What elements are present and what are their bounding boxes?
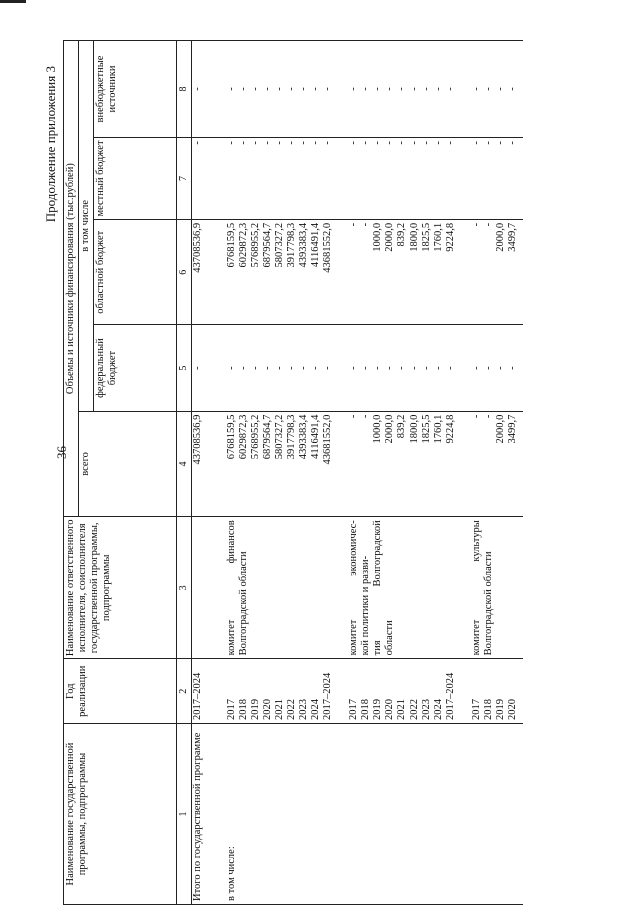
header-local: местный бюджет: [94, 138, 177, 220]
section-local-values: - - - -: [471, 138, 523, 220]
section-regional-values: - - 1000,0 2000,0 839,2 1800,0 1825,5 1760,1 9224,8: [348, 219, 457, 325]
spacer-row: [334, 41, 348, 905]
section-label: [471, 724, 523, 905]
section-years: 2017 2018 2019 2020: [471, 659, 523, 724]
section-executor: комитет культуры Волгоградской области: [471, 517, 523, 659]
section-extra-values: - - - - - - - - -: [348, 41, 457, 138]
header-federal: федеральный бюджет: [94, 325, 177, 411]
total-row: [191, 41, 212, 905]
section-total-values: - - 1000,0 2000,0 839,2 1800,0 1825,5 1760,1 9224,8: [348, 411, 457, 517]
section-executor: комитет экономичес- кой политики и разви- тия Волгоградской области: [348, 517, 457, 659]
section-extra-values: - - - - - - - - -: [226, 41, 335, 138]
header-of-which: в том числе: [79, 41, 94, 412]
column-number: 3: [177, 517, 192, 659]
section-regional-values: - - 2000,0 3499,7: [471, 219, 523, 325]
column-number: 1: [177, 724, 192, 905]
section-row-finance-committee: [226, 41, 335, 905]
total-year: 2017–2024: [191, 659, 212, 724]
section-federal-values: - - - -: [471, 325, 523, 411]
spacer-row: [457, 41, 471, 905]
section-local-values: - - - - - - - - -: [226, 138, 335, 220]
section-row-economic-committee: [348, 41, 457, 905]
column-number: 7: [177, 138, 192, 220]
column-number: 5: [177, 325, 192, 411]
funding-table: [63, 40, 523, 905]
table-header: [64, 41, 192, 905]
column-number: 8: [177, 41, 192, 138]
section-local-values: - - - - - - - - -: [348, 138, 457, 220]
section-extra-values: - - - -: [471, 41, 523, 138]
header-executor: Наименование ответственного исполнителя, соисполнителя государственной программы, подпрограммы: [64, 517, 177, 659]
section-years: 2017 2018 2019 2020 2021 2022 2023 2024 2017–2024: [226, 659, 335, 724]
header-regional: областной бюджет: [94, 219, 177, 325]
total-regional: 43708536,9: [191, 219, 212, 325]
section-federal-values: - - - - - - - - -: [226, 325, 335, 411]
section-label: [348, 724, 457, 905]
column-number: 6: [177, 219, 192, 325]
section-total-values: 6768159,5 6029872,3 5768955,2 6879564,7 5807327,2 3917798,3 4393383,4 4116491,4 43681552,0: [226, 411, 335, 517]
spacer-row: [212, 41, 226, 905]
section-executor: комитет финансов Волгоградской области: [226, 517, 335, 659]
header-year: Год реализации: [64, 659, 177, 724]
header-program-name: Наименование государственной программы, подпрограммы: [64, 724, 177, 905]
appendix-title: Продолжение приложения 3: [43, 66, 58, 223]
total-sum: 43708536,9: [191, 411, 212, 517]
header-funding-group: Объемы и источники финансирования (тыс.рублей): [64, 41, 79, 517]
total-executor: [191, 517, 212, 659]
section-total-values: - - 2000,0 3499,7: [471, 411, 523, 517]
section-regional-values: 6768159,5 6029872,3 5768955,2 6879564,7 5807327,2 3917798,3 4393383,4 4116491,4 43681552,0: [226, 219, 335, 325]
section-row-culture-committee: [471, 41, 523, 905]
total-federal: -: [191, 325, 212, 411]
total-extra: -: [191, 41, 212, 138]
section-years: 2017 2018 2019 2020 2021 2022 2023 2024 2017–2024: [348, 659, 457, 724]
column-number: 4: [177, 411, 192, 517]
total-label: Итого по государственной программе: [191, 724, 212, 905]
header-extrabudgetary: внебюджетные источники: [94, 41, 177, 138]
section-federal-values: - - - - - - - - -: [348, 325, 457, 411]
header-total: всего: [79, 411, 177, 517]
including-label: в том числе:: [226, 724, 335, 905]
column-number: 2: [177, 659, 192, 724]
total-local: -: [191, 138, 212, 220]
page-number: 36: [54, 446, 69, 459]
